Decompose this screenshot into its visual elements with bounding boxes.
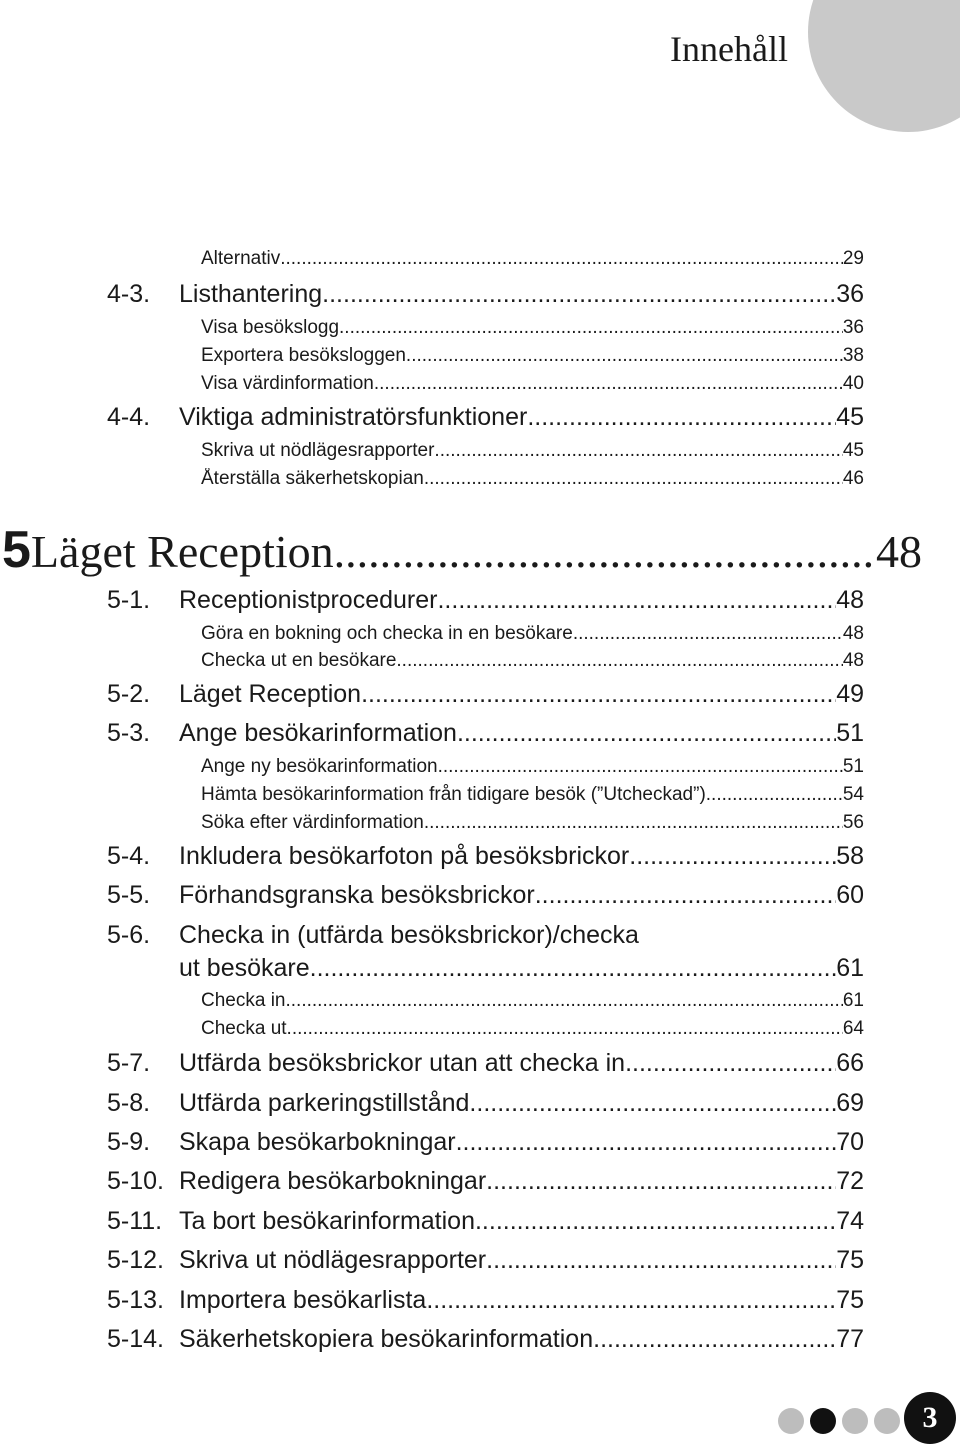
toc-entry-title: Importera besökarlista xyxy=(179,1286,427,1314)
toc-entry-page: 61 xyxy=(842,990,864,1011)
toc-entry[interactable] xyxy=(107,1049,864,1085)
toc-entry[interactable] xyxy=(107,1286,864,1322)
toc-entry-title: Hämta besökarinformation från tidigare besök (”Utcheckad”) xyxy=(201,784,706,805)
toc-entry-number: 5-10. xyxy=(107,1167,164,1195)
dot-leader xyxy=(438,756,843,778)
toc-entry-title: Alternativ xyxy=(201,248,281,269)
toc-entry-page: 60 xyxy=(836,881,864,909)
dot-leader xyxy=(361,680,836,709)
dot-leader xyxy=(457,719,836,748)
dot-leader xyxy=(334,525,876,578)
dot-leader xyxy=(469,1089,836,1118)
toc-entry-page: 36 xyxy=(836,280,864,308)
toc-entry-title: Listhantering xyxy=(179,280,323,308)
toc-entry-page: 70 xyxy=(836,1128,864,1156)
toc-entry-title: Visa besökslogg xyxy=(201,317,340,338)
toc-entry-page: 48 xyxy=(842,650,864,671)
toc-entry[interactable] xyxy=(107,586,864,622)
chapter-title: Läget Reception xyxy=(30,526,334,577)
dot-leader xyxy=(535,881,836,910)
toc-entry-page: 36 xyxy=(842,317,864,338)
dot-leader xyxy=(396,650,842,672)
toc-entry-title: Inkludera besökarfoton på besöksbrickor xyxy=(179,842,630,870)
toc-entry-number: 5-13. xyxy=(107,1286,164,1314)
toc-entry[interactable] xyxy=(201,623,864,651)
footer-progress-dots xyxy=(778,1408,900,1434)
dot-leader xyxy=(287,1018,843,1040)
toc-entry[interactable] xyxy=(107,842,864,878)
toc-entry-page: 51 xyxy=(842,756,864,777)
toc-entry-number: 5-14. xyxy=(107,1325,164,1353)
progress-dot xyxy=(778,1408,804,1434)
toc-entry[interactable] xyxy=(201,345,864,373)
toc-entry-number: 5-6. xyxy=(107,921,151,949)
toc-entry-page: 64 xyxy=(842,1018,864,1039)
dot-leader xyxy=(593,1325,836,1354)
toc-entry[interactable] xyxy=(107,280,864,316)
toc-entry-title: Förhandsgranska besöksbrickor xyxy=(179,881,535,909)
toc-entry-title: Exportera besöksloggen xyxy=(201,345,406,366)
dot-leader xyxy=(310,954,837,983)
toc-entry[interactable] xyxy=(201,317,864,345)
dot-leader xyxy=(625,1049,836,1078)
toc-entry[interactable] xyxy=(201,468,864,496)
toc-entry-title: Visa värdinformation xyxy=(201,373,374,394)
page-number-badge xyxy=(904,1392,956,1444)
toc-entry-page: 49 xyxy=(836,680,864,708)
toc-entry[interactable] xyxy=(107,881,864,917)
toc-entry[interactable] xyxy=(201,756,864,784)
toc-entry-number: 5-4. xyxy=(107,842,151,870)
page-number: 3 xyxy=(922,1401,938,1434)
toc-entry-page: 54 xyxy=(842,784,864,805)
toc-entry-number: 5-9. xyxy=(107,1128,151,1156)
toc-entry[interactable] xyxy=(107,1128,864,1164)
toc-entry-title: Utfärda besöksbrickor utan att checka in xyxy=(179,1049,626,1077)
dot-leader xyxy=(426,1286,836,1315)
toc-entry-title: Göra en bokning och checka in en besökare xyxy=(201,623,573,644)
toc-entry-title: Checka in xyxy=(201,990,286,1011)
toc-entry-page: 45 xyxy=(842,440,864,461)
dot-leader xyxy=(437,586,836,615)
toc-entry-title: Skriva ut nödlägesrapporter xyxy=(201,440,435,461)
progress-dot xyxy=(874,1408,900,1434)
toc-entry-number: 5-12. xyxy=(107,1246,164,1274)
toc-entry-title: Checka ut en besökare xyxy=(201,650,397,671)
toc-entry-title: Checka in (utfärda besöksbrickor)/checka xyxy=(179,921,639,949)
toc-entry[interactable] xyxy=(107,1207,864,1243)
toc-entry-title: Checka ut xyxy=(201,1018,287,1039)
dot-leader xyxy=(475,1207,836,1236)
dot-leader xyxy=(322,280,836,309)
toc-entry-page: 48 xyxy=(842,623,864,644)
toc-entry-page: 58 xyxy=(836,842,864,870)
toc-entry-number: 5-7. xyxy=(107,1049,151,1077)
toc-entry[interactable] xyxy=(201,812,864,840)
toc-entry-page: 48 xyxy=(836,586,864,614)
dot-leader xyxy=(424,812,843,834)
toc-entry-title: Ange ny besökarinformation xyxy=(201,756,438,777)
toc-entry-title: Receptionistprocedurer xyxy=(179,586,438,614)
dot-leader xyxy=(374,373,843,395)
toc-entry[interactable] xyxy=(107,680,864,716)
toc-entry-title: Återställa säkerhetskopian xyxy=(201,468,424,489)
toc-entry-first-line[interactable] xyxy=(107,921,864,957)
toc-entry[interactable] xyxy=(201,990,864,1018)
toc-entry[interactable] xyxy=(201,650,864,678)
toc-entry[interactable] xyxy=(201,373,864,401)
toc-chapter-entry[interactable] xyxy=(0,520,922,584)
toc-entry[interactable] xyxy=(107,1246,864,1282)
toc-entry-title: Söka efter värdinformation xyxy=(201,812,424,833)
toc-entry-title: Redigera besökarbokningar xyxy=(179,1167,487,1195)
dot-leader xyxy=(573,623,843,645)
dot-leader xyxy=(434,440,842,462)
toc-entry[interactable] xyxy=(201,784,864,812)
toc-entry[interactable] xyxy=(201,1018,864,1046)
toc-entry-page: 51 xyxy=(836,719,864,747)
toc-entry-title: Viktiga administratörsfunktioner xyxy=(179,403,528,431)
toc-entry[interactable] xyxy=(201,248,864,276)
toc-entry-number: 5-3. xyxy=(107,719,151,747)
dot-leader xyxy=(486,1167,836,1196)
toc-entry-title: Säkerhetskopiera besökarinformation xyxy=(179,1325,594,1353)
page-title: Innehåll xyxy=(670,29,788,69)
dot-leader xyxy=(339,317,843,339)
toc-entry-page: 56 xyxy=(842,812,864,833)
dot-leader xyxy=(424,468,843,490)
toc-entry-title-continuation: ut besökare xyxy=(179,954,310,982)
toc-entry[interactable] xyxy=(107,1167,864,1203)
toc-entry-number: 5-5. xyxy=(107,881,151,909)
toc-entry-continuation[interactable] xyxy=(107,954,864,990)
toc-entry[interactable] xyxy=(107,403,864,439)
toc-entry-number: 4-3. xyxy=(107,280,151,308)
chapter-page: 48 xyxy=(876,526,922,577)
dot-leader xyxy=(706,784,843,806)
progress-dot-active xyxy=(810,1408,836,1434)
toc-entry-page: 29 xyxy=(842,248,864,269)
toc-entry-title: Skriva ut nödlägesrapporter xyxy=(179,1246,487,1274)
dot-leader xyxy=(629,842,836,871)
toc-entry-page: 61 xyxy=(836,954,864,982)
toc-entry-number: 5-1. xyxy=(107,586,151,614)
toc-entry-page: 75 xyxy=(836,1246,864,1274)
toc-entry-title: Utfärda parkeringstillstånd xyxy=(179,1089,470,1117)
toc-entry-number: 5-11. xyxy=(107,1207,163,1235)
toc-entry-page: 69 xyxy=(836,1089,864,1117)
toc-entry-title: Ange besökarinformation xyxy=(179,719,457,747)
toc-entry-page: 66 xyxy=(836,1049,864,1077)
toc-entry-title: Ta bort besökarinformation xyxy=(179,1207,475,1235)
toc-entry-number: 5-2. xyxy=(107,680,151,708)
toc-entry-page: 77 xyxy=(836,1325,864,1353)
dot-leader xyxy=(280,248,843,270)
dot-leader xyxy=(456,1128,837,1157)
toc-entry-page: 75 xyxy=(836,1286,864,1314)
dot-leader xyxy=(527,403,836,432)
toc-entry[interactable] xyxy=(201,440,864,468)
toc-entry-page: 40 xyxy=(842,373,864,394)
chapter-number: 5 xyxy=(2,521,31,579)
dot-leader xyxy=(286,990,843,1012)
dot-leader xyxy=(486,1246,836,1275)
toc-entry[interactable] xyxy=(107,719,864,755)
toc-entry-number: 5-8. xyxy=(107,1089,151,1117)
progress-dot xyxy=(842,1408,868,1434)
toc-entry-number: 4-4. xyxy=(107,403,151,431)
toc-entry-page: 74 xyxy=(836,1207,864,1235)
toc-entry-page: 72 xyxy=(836,1167,864,1195)
toc-entry-title: Läget Reception xyxy=(179,680,362,708)
dot-leader xyxy=(406,345,843,367)
toc-entry-page: 38 xyxy=(842,345,864,366)
toc-entry[interactable] xyxy=(107,1325,864,1361)
toc-entry-page: 46 xyxy=(842,468,864,489)
toc-entry-title: Skapa besökarbokningar xyxy=(179,1128,456,1156)
toc-entry[interactable] xyxy=(107,1089,864,1125)
toc-entry-page: 45 xyxy=(836,403,864,431)
